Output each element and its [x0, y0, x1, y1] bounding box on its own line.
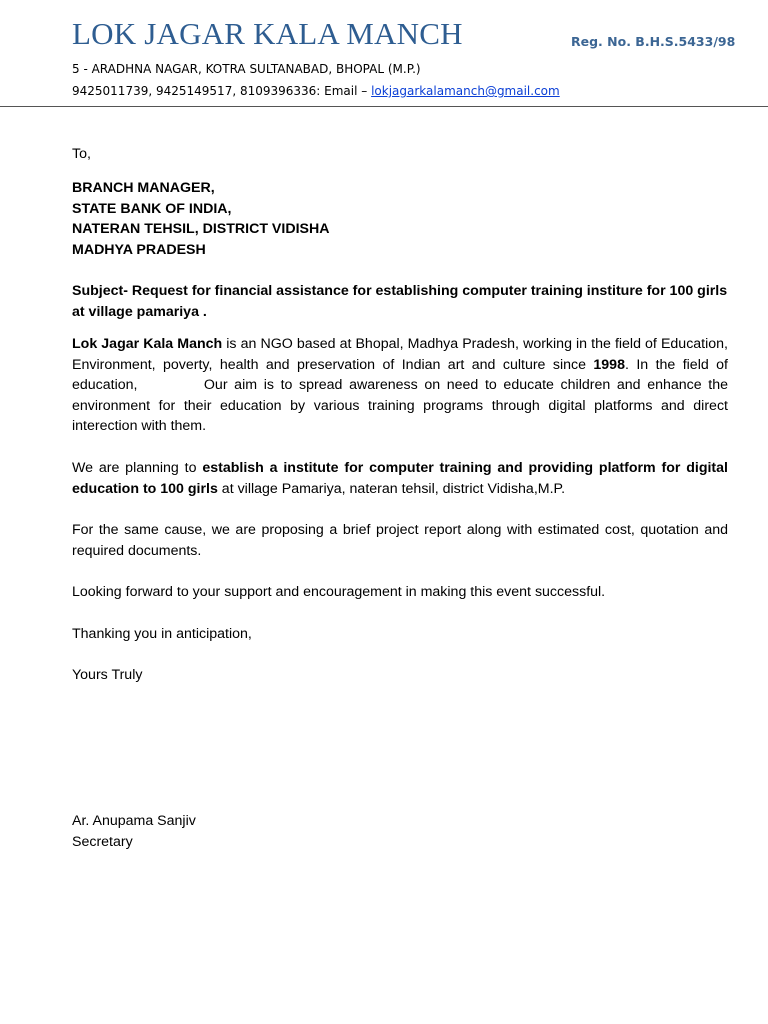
email-link[interactable]: lokjagarkalamanch@gmail.com	[371, 84, 560, 98]
header-divider	[0, 106, 768, 107]
intro-text-a: is an NGO based at Bhopal, Madhya Pradesh, working in the field of Education, Environment, poverty, health and preservation of Indian art and culture since	[72, 336, 728, 373]
recipient-address	[72, 178, 728, 260]
paragraph-support: Looking forward to your support and encouragement in making this event successful.	[72, 584, 606, 600]
recipient-line: NATERAN TEHSIL, DISTRICT VIDISHA	[72, 221, 330, 237]
recipient-line: STATE BANK OF INDIA,	[72, 200, 232, 217]
phone-numbers: 9425011739, 9425149517, 8109396336: Email –	[72, 84, 372, 98]
org-name-inline: Lok Jagar Kala Manch	[72, 336, 223, 352]
paragraph-plan	[72, 458, 728, 499]
paragraph-thanks: Thanking you in anticipation,	[72, 626, 252, 642]
signature-block	[72, 811, 728, 852]
recipient-line: MADHYA PRADESH	[72, 241, 206, 258]
paragraph-intro	[72, 334, 728, 437]
paragraph-proposal: For the same cause, we are proposing a brief project report along with estimated cost, quotation and required documents.	[72, 522, 728, 559]
signatory-title: Secretary	[72, 833, 133, 850]
signatory-name: Ar. Anupama Sanjiv	[72, 813, 196, 829]
intro-text-b: . In the field of education, Our aim is to spread awareness on need to educate children and enhance the environment for their education by various training programs through digital platforms and direct interection with them.	[72, 356, 728, 434]
contact-line	[72, 84, 560, 98]
org-address: 5 - ARADHNA NAGAR, KOTRA SULTANABAD, BHOPAL (M.P.)	[72, 62, 421, 76]
plan-text-b: at village Pamariya, nateran tehsil, district Vidisha,M.P.	[217, 480, 566, 497]
subject-line: Subject- Request for financial assistance for establishing computer training institure for 100 girls at village pamariya .	[72, 283, 728, 320]
recipient-line: BRANCH MANAGER,	[72, 180, 215, 196]
founding-year: 1998	[593, 356, 625, 373]
registration-number: Reg. No. B.H.S.5433/98	[571, 34, 736, 49]
closing: Yours Truly	[72, 667, 143, 683]
plan-text-a: We are planning to	[72, 460, 203, 476]
plan-highlight: establish a institute for computer training and providing platform for digital education to 100 girls	[72, 460, 728, 497]
org-name: LOK JAGAR KALA MANCH	[72, 16, 463, 51]
salutation: To,	[72, 146, 91, 162]
